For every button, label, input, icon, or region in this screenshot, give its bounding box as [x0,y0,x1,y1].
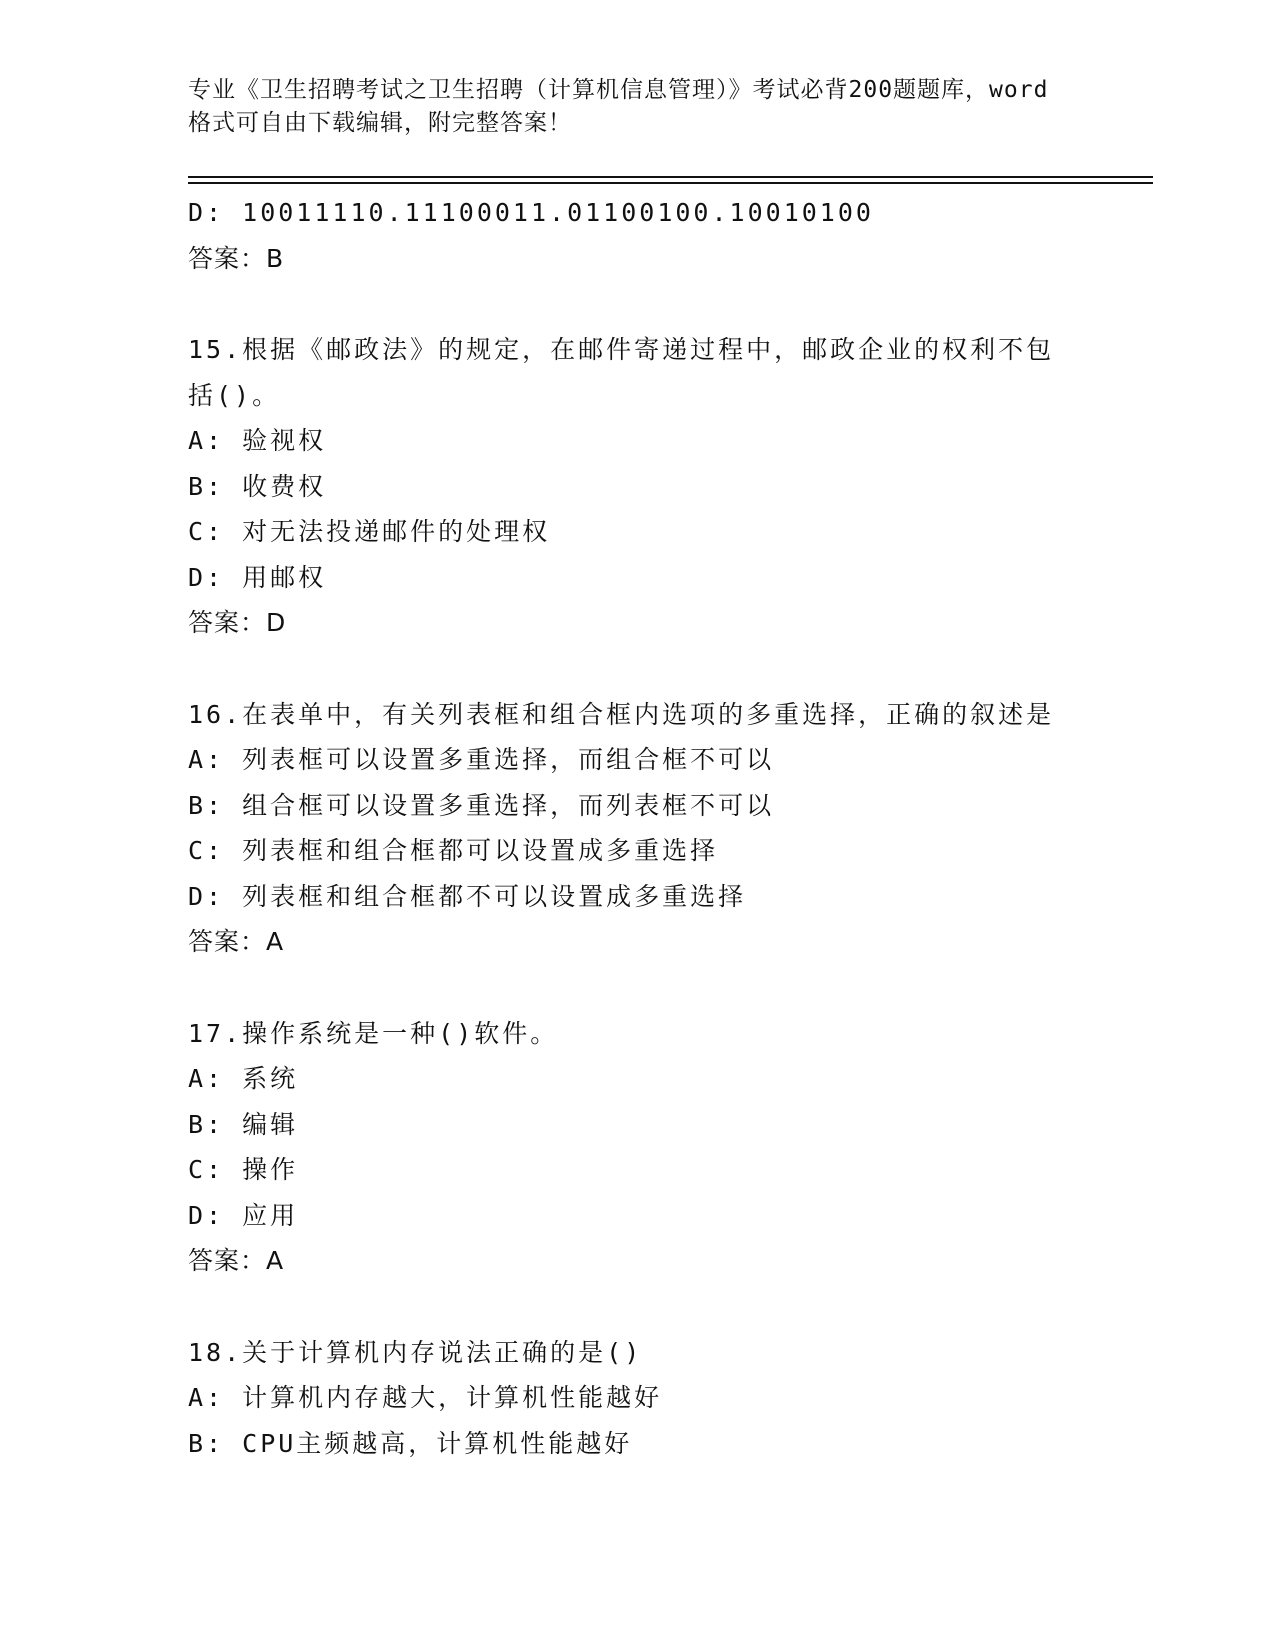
option-d: D: 用邮权 [188,562,327,592]
option-b: B: 组合框可以设置多重选择，而列表框不可以 [188,790,775,820]
question-list [188,190,1088,1466]
option-a: A: 列表框可以设置多重选择，而组合框不可以 [188,745,775,774]
answer-line: 答案：B [188,243,285,273]
spacer [188,646,1088,692]
question-16 [188,692,1088,965]
header-title-line-1: 专业《卫生招聘考试之卫生招聘（计算机信息管理）》考试必背200题题库，word [188,77,1049,103]
question-stem-line-2: 括()。 [188,380,281,410]
option-c: C: 对无法投递邮件的处理权 [188,517,551,546]
question-14-tail [188,190,1088,281]
question-18 [188,1330,1088,1467]
option-a: A: 系统 [188,1064,299,1093]
question-15 [188,327,1088,646]
option-d: D: 应用 [188,1200,299,1230]
question-stem-line-1: 15.根据《邮政法》的规定，在邮件寄递过程中，邮政企业的权利不包 [188,335,1055,364]
answer-line: 答案：A [188,1246,285,1275]
question-stem-line-1: 18.关于计算机内存说法正确的是() [188,1337,643,1367]
answer-line: 答案：A [188,927,285,956]
option-b: B: CPU主频越高，计算机性能越好 [188,1428,633,1458]
question-17 [188,1011,1088,1284]
option-b: B: 收费权 [188,471,327,501]
spacer [188,1284,1088,1330]
answer-line: 答案：D [188,608,287,637]
option-a: A: 计算机内存越大，计算机性能越好 [188,1383,663,1412]
option-d: D: 10011110.11100011.01100100.10010100 [188,198,874,227]
question-stem-line-1: 16.在表单中，有关列表框和组合框内选项的多重选择，正确的叙述是 [188,699,1055,729]
header-divider-top [188,176,1153,178]
spacer [188,281,1088,327]
question-stem-line-1: 17.操作系统是一种()软件。 [188,1018,559,1048]
document-header [188,74,1088,140]
option-c: C: 列表框和组合框都可以设置成多重选择 [188,836,719,865]
spacer [188,965,1088,1011]
option-c: C: 操作 [188,1155,299,1184]
header-divider-bottom [188,182,1153,184]
option-b: B: 编辑 [188,1109,299,1139]
option-d: D: 列表框和组合框都不可以设置成多重选择 [188,881,747,911]
header-title-line-2: 格式可自由下载编辑，附完整答案！ [188,110,572,136]
option-a: A: 验视权 [188,426,327,455]
